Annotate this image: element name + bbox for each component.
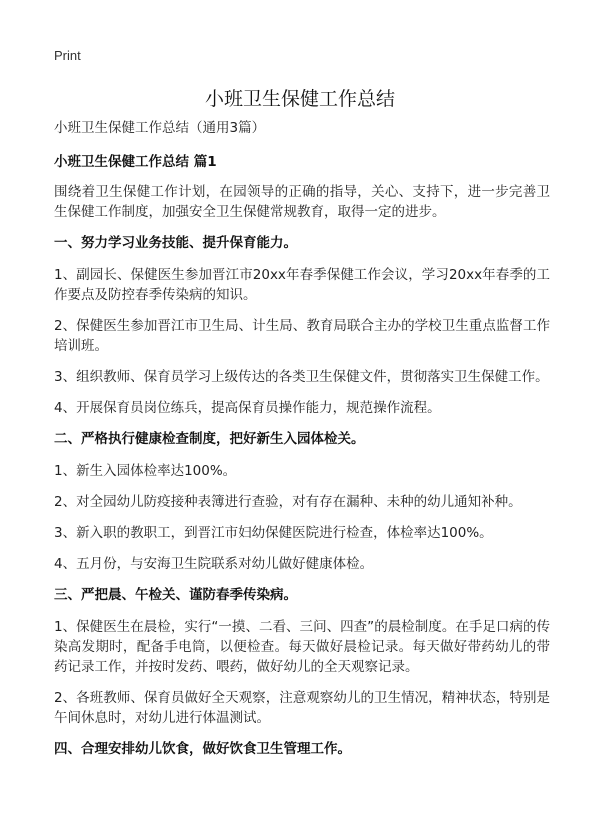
print-link[interactable]: Print bbox=[54, 48, 81, 63]
section-heading: 三、严把晨、午检关、谨防春季传染病。 bbox=[54, 587, 297, 603]
document-body bbox=[54, 118, 550, 771]
section-heading: 四、合理安排幼儿饮食，做好饮食卫生管理工作。 bbox=[54, 741, 351, 757]
page-title: 小班卫生保健工作总结 bbox=[204, 88, 395, 110]
paragraph: 2、保健医生参加晋江市卫生局、计生局、教育局联合主办的学校卫生重点监督工作培训班。 bbox=[54, 318, 550, 354]
paragraph: 1、副园长、保健医生参加晋江市20xx年春季保健工作会议，学习20xx年春季的工作要点及防控春季传染病的知识。 bbox=[54, 267, 550, 303]
paragraph: 2、各班教师、保育员做好全天观察，注意观察幼儿的卫生情况，精神状态，特别是午间休息时，对幼儿进行体温测试。 bbox=[54, 690, 550, 726]
intro-paragraph: 围绕着卫生保健工作计划，在园领导的正确的指导，关心、支持下，进一步完善卫生保健工作制度，加强安全卫生保健常规教育，取得一定的进步。 bbox=[54, 184, 550, 220]
paragraph: 3、组织教师、保育员学习上级传达的各类卫生保健文件，贯彻落实卫生保健工作。 bbox=[54, 369, 549, 385]
document-blocks bbox=[54, 233, 550, 759]
document-subtitle: 小班卫生保健工作总结（通用3篇） bbox=[54, 120, 266, 136]
paragraph: 1、保健医生在晨检，实行“一摸、二看、三问、四查”的晨检制度。在手足口病的传染高发期时，配备手电筒，以便检查。每天做好晨检记录。每天做好带药幼儿的带药记录工作，并按时发药、喂药，做好幼儿的全天观察记录。 bbox=[54, 619, 550, 675]
paragraph: 3、新入职的教职工，到晋江市妇幼保健医院进行检查，体检率达100%。 bbox=[54, 525, 493, 541]
paragraph: 2、对全园幼儿防疫接种表簿进行查验，对有存在漏种、未种的幼儿通知补种。 bbox=[54, 494, 522, 510]
section-title: 小班卫生保健工作总结 篇1 bbox=[54, 154, 217, 170]
paragraph: 4、五月份，与安海卫生院联系对幼儿做好健康体检。 bbox=[54, 556, 374, 572]
section-heading: 一、努力学习业务技能、提升保育能力。 bbox=[54, 235, 297, 251]
paragraph: 4、开展保育员岗位练兵，提高保育员操作能力，规范操作流程。 bbox=[54, 400, 441, 416]
section-heading: 二、严格执行健康检查制度，把好新生入园体检关。 bbox=[54, 431, 365, 447]
paragraph: 1、新生入园体检率达100%。 bbox=[54, 463, 237, 479]
